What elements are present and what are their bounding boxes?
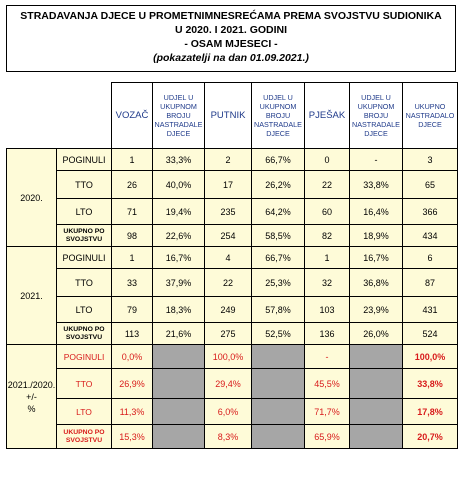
- cell: 1: [112, 149, 153, 171]
- cell: 66,7%: [252, 247, 305, 269]
- row-label-tto: TTO: [57, 269, 112, 297]
- cell: 52,5%: [252, 323, 305, 345]
- cell: 4: [205, 247, 252, 269]
- cell: 17,8%: [403, 399, 458, 425]
- cell: 65,9%: [305, 425, 350, 449]
- header-vozac: VOZAČ: [112, 83, 153, 149]
- table-row: [7, 225, 458, 247]
- table-row: [7, 247, 458, 269]
- header-pjesak: PJEŠAK: [305, 83, 350, 149]
- cell: 1: [112, 247, 153, 269]
- row-label-ukupno: UKUPNO PO SVOJSTVU: [57, 225, 112, 247]
- cell: 79: [112, 297, 153, 323]
- gray-cell: [350, 425, 403, 449]
- cell: 113: [112, 323, 153, 345]
- cell: 3: [403, 149, 458, 171]
- gray-cell: [153, 399, 205, 425]
- cell: 100,0%: [205, 345, 252, 369]
- cell: -: [305, 345, 350, 369]
- row-label-lto: LTO: [57, 297, 112, 323]
- cell: 22: [305, 171, 350, 199]
- title-line-2: U 2020. I 2021. GODINI: [174, 24, 288, 36]
- cell: 40,0%: [153, 171, 205, 199]
- cell: 15,3%: [112, 425, 153, 449]
- cell: 25,3%: [252, 269, 305, 297]
- cell: -: [350, 149, 403, 171]
- cell: 434: [403, 225, 458, 247]
- header-empty-2: [57, 83, 112, 149]
- gray-cell: [350, 399, 403, 425]
- row-label-ukupno: UKUPNO PO SVOJSTVU: [57, 425, 112, 449]
- gray-cell: [252, 369, 305, 399]
- cell: 16,7%: [350, 247, 403, 269]
- cell: 0,0%: [112, 345, 153, 369]
- cell: 254: [205, 225, 252, 247]
- table-row: [7, 345, 458, 369]
- cell: 431: [403, 297, 458, 323]
- row-label-poginuli: POGINULI: [57, 149, 112, 171]
- gray-cell: [252, 399, 305, 425]
- cell: 66,7%: [252, 149, 305, 171]
- cell: 18,3%: [153, 297, 205, 323]
- row-label-ukupno: UKUPNO PO SVOJSTVU: [57, 323, 112, 345]
- row-label-tto: TTO: [57, 171, 112, 199]
- table-row: [7, 199, 458, 225]
- gray-cell: [252, 345, 305, 369]
- table-row: [7, 369, 458, 399]
- table-row: [7, 149, 458, 171]
- cell: 136: [305, 323, 350, 345]
- cell: 1: [305, 247, 350, 269]
- row-label-poginuli: POGINULI: [57, 247, 112, 269]
- cell: 26,0%: [350, 323, 403, 345]
- gray-cell: [153, 345, 205, 369]
- cell: 18,9%: [350, 225, 403, 247]
- cell: 16,7%: [153, 247, 205, 269]
- gray-cell: [153, 425, 205, 449]
- table-row: [7, 425, 458, 449]
- title-line-4: (pokazatelji na dan 01.09.2021.): [153, 52, 309, 64]
- cell: 26,9%: [112, 369, 153, 399]
- row-label-tto: TTO: [57, 369, 112, 399]
- change-label-line-2: +/-: [26, 391, 37, 402]
- header-udio-putnik: UDJEL U UKUPNOM BROJU NASTRADALE DJECE: [252, 83, 305, 149]
- cell: 82: [305, 225, 350, 247]
- cell: 33,3%: [153, 149, 205, 171]
- cell: 235: [205, 199, 252, 225]
- cell: 22: [205, 269, 252, 297]
- cell: 32: [305, 269, 350, 297]
- cell: 0: [305, 149, 350, 171]
- gray-cell: [350, 345, 403, 369]
- cell: 100,0%: [403, 345, 458, 369]
- header-udio-pjesak: UDJEL U UKUPNOM BROJU NASTRADALE DJECE: [350, 83, 403, 149]
- statistics-table: [6, 82, 458, 449]
- header-udio-vozac: UDJEL U UKUPNOM BROJU NASTRADALE DJECE: [153, 83, 205, 149]
- cell: 366: [403, 199, 458, 225]
- cell: 6,0%: [205, 399, 252, 425]
- table-row: [7, 269, 458, 297]
- cell: 33: [112, 269, 153, 297]
- cell: 71: [112, 199, 153, 225]
- header-empty-1: [7, 83, 57, 149]
- cell: 22,6%: [153, 225, 205, 247]
- header-putnik: PUTNIK: [205, 83, 252, 149]
- row-label-lto: LTO: [57, 199, 112, 225]
- cell: 98: [112, 225, 153, 247]
- table-row: [7, 297, 458, 323]
- cell: 275: [205, 323, 252, 345]
- cell: 71,7%: [305, 399, 350, 425]
- year-change-label: [7, 345, 57, 449]
- row-label-lto: LTO: [57, 399, 112, 425]
- cell: 21,6%: [153, 323, 205, 345]
- cell: 524: [403, 323, 458, 345]
- table-row: [7, 323, 458, 345]
- cell: 36,8%: [350, 269, 403, 297]
- report-title: [6, 5, 456, 72]
- table-row: [7, 399, 458, 425]
- cell: 57,8%: [252, 297, 305, 323]
- cell: 2: [205, 149, 252, 171]
- gray-cell: [350, 369, 403, 399]
- cell: 20,7%: [403, 425, 458, 449]
- change-label-line-3: %: [27, 403, 36, 414]
- cell: 8,3%: [205, 425, 252, 449]
- cell: 103: [305, 297, 350, 323]
- cell: 16,4%: [350, 199, 403, 225]
- year-label-2020: 2020.: [7, 149, 57, 247]
- cell: 6: [403, 247, 458, 269]
- gray-cell: [252, 425, 305, 449]
- year-label-2021: 2021.: [7, 247, 57, 345]
- cell: 64,2%: [252, 199, 305, 225]
- title-line-3: - OSAM MJESECI -: [184, 38, 278, 50]
- cell: 65: [403, 171, 458, 199]
- cell: 58,5%: [252, 225, 305, 247]
- cell: 26,2%: [252, 171, 305, 199]
- row-label-poginuli: POGINULI: [57, 345, 112, 369]
- cell: 33,8%: [350, 171, 403, 199]
- cell: 26: [112, 171, 153, 199]
- cell: 11,3%: [112, 399, 153, 425]
- cell: 17: [205, 171, 252, 199]
- cell: 37,9%: [153, 269, 205, 297]
- table-row: [7, 171, 458, 199]
- header-ukupno: UKUPNO NASTRADALO DJECE: [403, 83, 458, 149]
- header-row: [7, 83, 458, 149]
- change-label-line-1: 2021./2020.: [7, 379, 56, 390]
- cell: 29,4%: [205, 369, 252, 399]
- cell: 19,4%: [153, 199, 205, 225]
- cell: 45,5%: [305, 369, 350, 399]
- cell: 33,8%: [403, 369, 458, 399]
- cell: 23,9%: [350, 297, 403, 323]
- cell: 87: [403, 269, 458, 297]
- title-line-1: STRADAVANJA DJECE U PROMETNIMNESREĆAMA PREMA SVOJSTVU SUDIONIKA: [20, 10, 442, 22]
- cell: 249: [205, 297, 252, 323]
- gray-cell: [153, 369, 205, 399]
- cell: 60: [305, 199, 350, 225]
